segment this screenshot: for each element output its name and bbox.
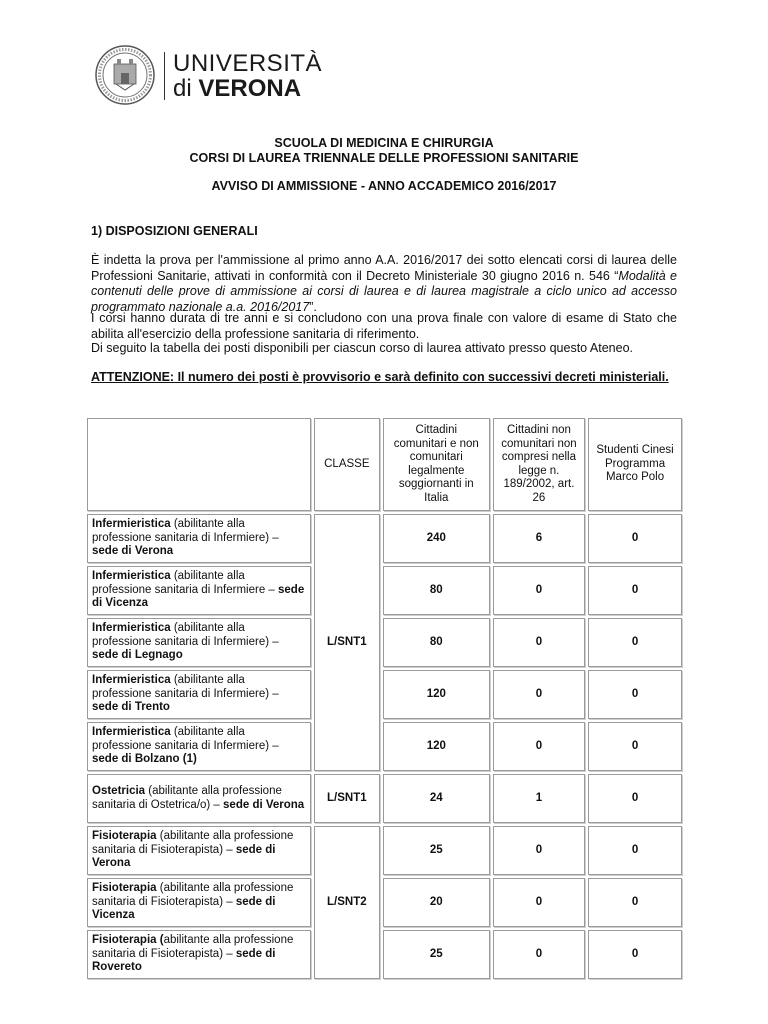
course-cell	[87, 618, 311, 667]
value-marco-polo: 0	[588, 618, 682, 667]
header-blank	[87, 418, 311, 511]
course-name: Fisioterapia	[92, 830, 157, 843]
table-row	[87, 670, 682, 719]
course-site: sede di Vicenza	[92, 583, 305, 610]
value-eu: 80	[383, 618, 490, 667]
table-row	[87, 566, 682, 615]
course-site: sede di Verona	[92, 545, 174, 558]
course-cell	[87, 878, 311, 927]
course-cell	[87, 930, 311, 979]
course-cell	[87, 670, 311, 719]
course-site: sede di Rovereto	[92, 947, 276, 974]
value-marco-polo: 0	[588, 722, 682, 771]
header-eu-citizens: Cittadini comunitari e non comunitari legalmente soggiornanti in Italia	[383, 418, 490, 511]
course-site: sede di Bolzano (1)	[92, 753, 197, 766]
table-row	[87, 514, 682, 563]
table-row	[87, 774, 682, 823]
value-marco-polo: 0	[588, 878, 682, 927]
value-non-eu: 0	[493, 878, 585, 927]
course-desc: (abilitante alla professione sanitaria di Fisioterapista) –	[92, 882, 294, 908]
header-marco-polo: Studenti Cinesi Programma Marco Polo	[588, 418, 682, 511]
value-non-eu: 0	[493, 930, 585, 979]
course-site: sede di Verona	[223, 798, 305, 811]
table-header-row	[87, 418, 682, 511]
course-cell	[87, 774, 311, 823]
header-non-eu-citizens: Cittadini non comunitari non compresi nella legge n. 189/2002, art. 26	[493, 418, 585, 511]
course-desc: (abilitante alla professione sanitaria di Ostetrica/o) –	[92, 785, 282, 811]
value-non-eu: 0	[493, 670, 585, 719]
value-non-eu: 6	[493, 514, 585, 563]
course-site: sede di Trento	[92, 701, 170, 714]
paragraph-duration: I corsi hanno durata di tre anni e si concludono con una prova finale con valore di esame di Stato che abilita all'esercizio della professione sanitaria di riferimento.	[91, 311, 677, 341]
classe-cell: L/SNT1	[314, 514, 380, 771]
value-eu: 20	[383, 878, 490, 927]
decree-title: Modalità e contenuti delle prove di ammissione ai corsi di laurea e di laurea magistrale a ciclo unico ad accesso programmato nazionale a.a. 2016/2017	[91, 268, 677, 314]
course-desc: (abilitante alla professione sanitaria di Infermiere) –	[92, 518, 279, 544]
university-seal-icon	[94, 44, 156, 106]
value-eu: 240	[383, 514, 490, 563]
school-title: SCUOLA DI MEDICINA E CHIRURGIA	[274, 136, 494, 150]
value-marco-polo: 0	[588, 514, 682, 563]
value-marco-polo: 0	[588, 774, 682, 823]
course-site: sede di Vicenza	[92, 895, 276, 922]
value-eu: 120	[383, 670, 490, 719]
value-marco-polo: 0	[588, 566, 682, 615]
classe-cell: L/SNT2	[314, 826, 380, 979]
course-name: Fisioterapia	[92, 882, 157, 895]
course-site: sede di Verona	[92, 843, 276, 870]
value-non-eu: 0	[493, 618, 585, 667]
notice-title: AVVISO DI AMMISSIONE - ANNO ACCADEMICO 2016/2017	[211, 179, 557, 193]
course-desc: abilitante alla professione sanitaria di Fisioterapista) –	[92, 934, 294, 960]
course-name: Infermieristica	[92, 518, 171, 531]
course-name: Infermieristica	[92, 570, 171, 583]
university-logo	[92, 42, 323, 108]
course-desc: (abilitante alla professione sanitaria di Infermiere) –	[92, 726, 279, 752]
value-eu: 25	[383, 826, 490, 875]
logo-divider	[164, 52, 165, 100]
course-cell	[87, 514, 311, 563]
value-non-eu: 1	[493, 774, 585, 823]
course-name: Fisioterapia (	[92, 934, 164, 947]
city-prefix: di	[173, 75, 192, 102]
attention-notice: ATTENZIONE: Il numero dei posti è provvisorio e sarà definito con successivi decreti ministeriali.	[91, 370, 669, 384]
section-heading: 1) DISPOSIZIONI GENERALI	[91, 224, 258, 238]
courses-title: CORSI DI LAUREA TRIENNALE DELLE PROFESSIONI SANITARIE	[189, 151, 579, 165]
course-name: Ostetricia	[92, 785, 146, 797]
course-desc: (abilitante alla professione sanitaria di Infermiere) –	[92, 674, 279, 700]
city-name: VERONA	[198, 75, 302, 102]
value-non-eu: 0	[493, 722, 585, 771]
places-table	[84, 415, 685, 982]
value-marco-polo: 0	[588, 930, 682, 979]
classe-cell: L/SNT1	[314, 774, 380, 823]
table-row	[87, 826, 682, 875]
course-cell	[87, 566, 311, 615]
course-desc: (abilitante alla professione sanitaria di Fisioterapista) –	[92, 830, 294, 856]
course-name: Infermieristica	[92, 674, 171, 687]
course-cell	[87, 722, 311, 771]
table-row	[87, 878, 682, 927]
university-name: UNIVERSITÀ	[173, 50, 323, 77]
course-name: Infermieristica	[92, 726, 171, 739]
table-row	[87, 618, 682, 667]
para1-text: È indetta la prova per l'ammissione al primo anno A.A. 2016/2017 dei sotto elencati corsi di laurea delle Professioni Sanitarie, attivati in conformità con il Decreto Ministeriale 30 giugno 2016 n. 546 “	[91, 253, 677, 283]
course-cell	[87, 826, 311, 875]
table-row	[87, 722, 682, 771]
university-city	[173, 76, 301, 102]
header-classe: CLASSE	[314, 418, 380, 511]
course-name: Infermieristica	[92, 622, 171, 635]
value-non-eu: 0	[493, 826, 585, 875]
course-site: sede di Legnago	[92, 649, 183, 662]
para1-end: ”.	[309, 299, 317, 314]
paragraph-table-intro: Di seguito la tabella dei posti disponibili per ciascun corso di laurea attivato presso questo Ateneo.	[91, 341, 633, 355]
table-row	[87, 930, 682, 979]
value-eu: 24	[383, 774, 490, 823]
course-desc: (abilitante alla professione sanitaria di Infermiere –	[92, 570, 279, 596]
value-eu: 80	[383, 566, 490, 615]
value-eu: 25	[383, 930, 490, 979]
course-desc: (abilitante alla professione sanitaria di Infermiere) –	[92, 622, 279, 648]
paragraph-announcement	[91, 253, 677, 315]
value-marco-polo: 0	[588, 670, 682, 719]
value-marco-polo: 0	[588, 826, 682, 875]
value-eu: 120	[383, 722, 490, 771]
value-non-eu: 0	[493, 566, 585, 615]
